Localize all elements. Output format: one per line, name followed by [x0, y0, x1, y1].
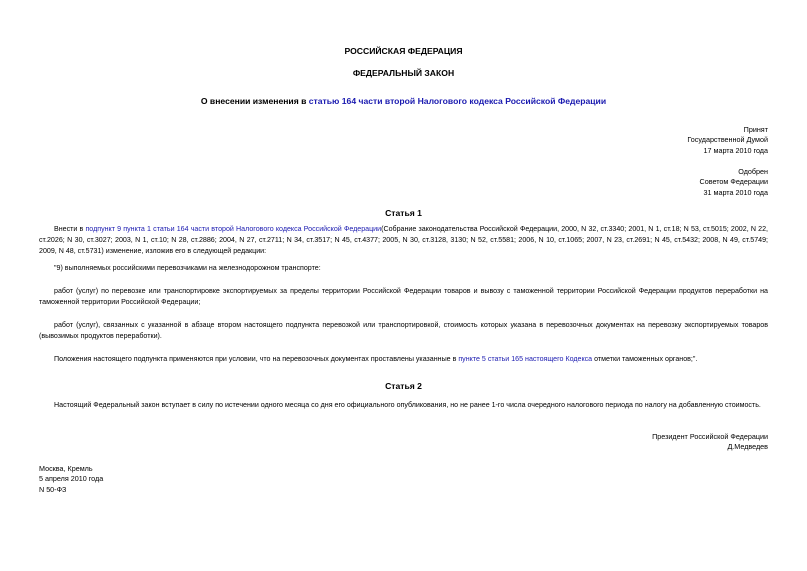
article1-intro: Внести в подпункт 9 пункта 1 статьи 164 части второй Налогового кодекса Российской Федерации(Собрание законодательства Российской Федерации, 2000, N 32, ст.3340; 2001, N 1, ст.18; N 53, ст.5015; 2002, N 22, ст.2026; N 30, ст.3027; 2003, N 1, ст.10; N 28, ст.2886; 2004, N 27, ст.2711; N 34, ст.3517; N 45, ст.4377; 2005, N 30, ст.3128, 3130; N 52, ст.5581; 2006, N 10, ст.1065; 2007, N 23, ст.2691; N 45, ст.5432; 2008, N 49, ст.5749; 2009, N 48, ст.5731) изменение, изложив его в следующей редакции: [39, 225, 768, 255]
approved-body: Советом Федерации [699, 177, 768, 187]
country-heading: РОССИЙСКАЯ ФЕДЕРАЦИЯ [344, 46, 463, 56]
article1-para5-link[interactable]: пункте 5 статьи 165 настоящего Кодекса [458, 355, 593, 363]
signature-name: Д.Медведев [727, 442, 768, 452]
adopted-date: 17 марта 2010 года [703, 145, 768, 155]
article1-intro-link[interactable]: подпункт 9 пункта 1 статьи 164 части второй Налогового кодекса Российской Федерации [85, 225, 382, 233]
adopted-block [687, 125, 768, 156]
law-number: N 50-ФЗ [39, 484, 67, 494]
article2-heading: Статья 2 [385, 381, 422, 391]
article1-para5: Положения настоящего подпункта применяются при условии, что на перевозочных документах проставлены указанные в пункте 5 статьи 165 настоящего Кодекса отметки таможенных органов;". [54, 355, 698, 363]
article1-para4: работ (услуг), связанных с указанной в абзаце втором настоящего подпункта перевозкой или транспортировкой, стоимость которых указана в перевозочных документах на перевозку экспортируемых товаров (вывозимых продуктов переработки). [39, 321, 768, 340]
adopted-body: Государственной Думой [687, 135, 768, 145]
article1-para2: "9) выполняемых российскими перевозчиками на железнодорожном транспорте: [54, 264, 321, 272]
law-type-heading: ФЕДЕРАЛЬНЫЙ ЗАКОН [352, 68, 455, 78]
article2-para: Настоящий Федеральный закон вступает в силу по истечении одного месяца со дня его официального опубликования, но не ранее 1-го числа очередного налогового периода по налогу на добавленную стоимость. [54, 401, 761, 409]
approved-block [700, 167, 768, 198]
article1-text [39, 224, 768, 365]
signature-position: Президент Российской Федерации [652, 432, 768, 441]
place-date-block [39, 464, 103, 495]
article2-text [39, 400, 768, 411]
law-title [0, 96, 807, 106]
law-title-prefix: О внесении изменения в [200, 96, 309, 106]
signature-block [652, 432, 768, 453]
place: Москва, Кремль [39, 464, 93, 473]
approved-date: 31 марта 2010 года [703, 187, 768, 197]
approved-label: Одобрен [738, 167, 768, 176]
law-title-link[interactable]: статью 164 части второй Налогового кодекса Российской Федерации [308, 96, 607, 106]
article1-para3: работ (услуг) по перевозке или транспортировке экспортируемых за пределы территории Российской Федерации товаров и вывозу с таможенной территории Российской Федерации продуктов переработки на таможенной территории Российской Федерации; [39, 287, 768, 306]
adopted-label: Принят [743, 125, 768, 134]
date: 5 апреля 2010 года [39, 474, 104, 484]
article1-heading: Статья 1 [385, 208, 422, 218]
